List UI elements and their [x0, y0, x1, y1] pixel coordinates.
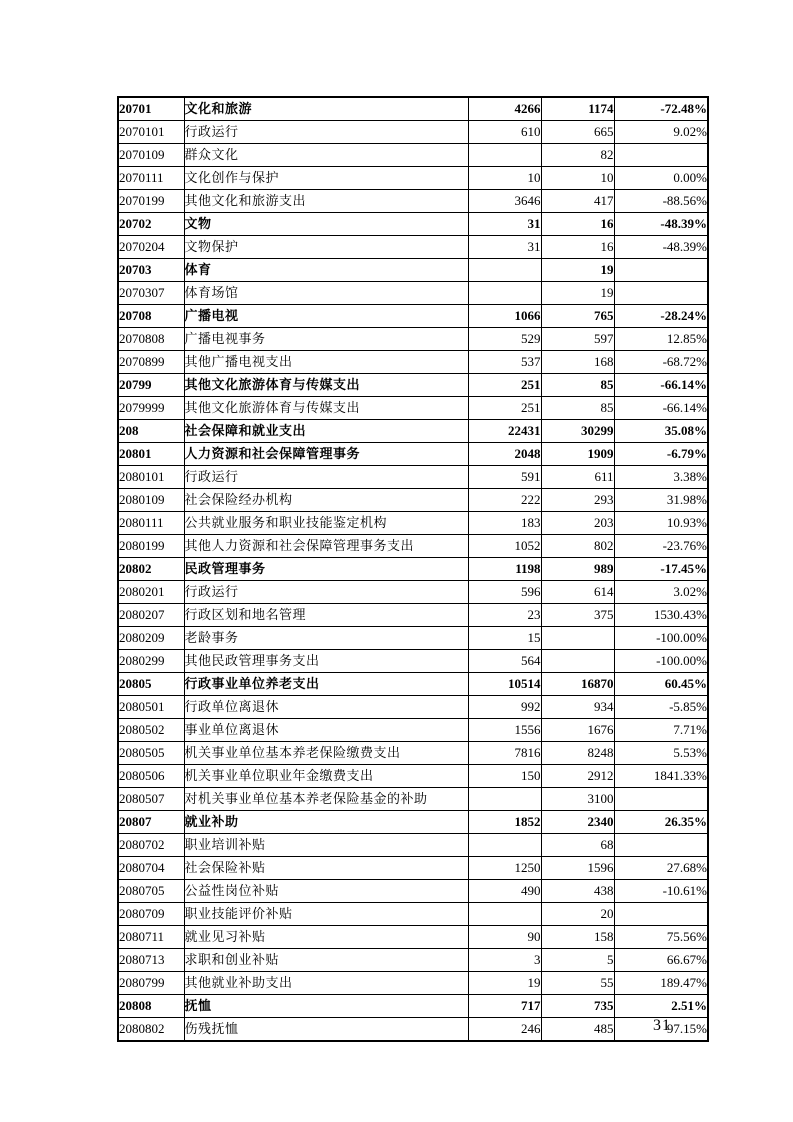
- percent-cell: -88.56%: [614, 190, 708, 213]
- value2-cell: 82: [541, 144, 614, 167]
- percent-cell: 1841.33%: [614, 765, 708, 788]
- code-cell: 2080702: [118, 834, 184, 857]
- value2-cell: 597: [541, 328, 614, 351]
- table-row: [118, 811, 708, 834]
- percent-cell: 3.38%: [614, 466, 708, 489]
- code-cell: 2070199: [118, 190, 184, 213]
- code-cell: 2070307: [118, 282, 184, 305]
- value2-cell: 5: [541, 949, 614, 972]
- code-cell: 2080101: [118, 466, 184, 489]
- value1-cell: 15: [468, 627, 541, 650]
- table-row: [118, 788, 708, 811]
- value1-cell: 490: [468, 880, 541, 903]
- name-cell: 其他就业补助支出: [184, 972, 468, 995]
- value1-cell: 19: [468, 972, 541, 995]
- table-row: [118, 558, 708, 581]
- code-cell: 20805: [118, 673, 184, 696]
- value2-cell: 485: [541, 1018, 614, 1042]
- value2-cell: 55: [541, 972, 614, 995]
- value1-cell: 251: [468, 397, 541, 420]
- code-cell: 20703: [118, 259, 184, 282]
- percent-cell: -10.61%: [614, 880, 708, 903]
- name-cell: 公共就业服务和职业技能鉴定机构: [184, 512, 468, 535]
- code-cell: 20808: [118, 995, 184, 1018]
- value2-cell: 3100: [541, 788, 614, 811]
- name-cell: 社会保障和就业支出: [184, 420, 468, 443]
- table-row: [118, 604, 708, 627]
- name-cell: 求职和创业补贴: [184, 949, 468, 972]
- value1-cell: 7816: [468, 742, 541, 765]
- value1-cell: 246: [468, 1018, 541, 1042]
- percent-cell: -28.24%: [614, 305, 708, 328]
- name-cell: 行政单位离退休: [184, 696, 468, 719]
- name-cell: 行政运行: [184, 121, 468, 144]
- code-cell: 2080207: [118, 604, 184, 627]
- name-cell: 其他文化旅游体育与传媒支出: [184, 397, 468, 420]
- percent-cell: 2.51%: [614, 995, 708, 1018]
- code-cell: 2080713: [118, 949, 184, 972]
- percent-cell: [614, 282, 708, 305]
- percent-cell: 5.53%: [614, 742, 708, 765]
- name-cell: 行政运行: [184, 466, 468, 489]
- percent-cell: -48.39%: [614, 213, 708, 236]
- name-cell: 行政事业单位养老支出: [184, 673, 468, 696]
- code-cell: 2070204: [118, 236, 184, 259]
- value1-cell: [468, 144, 541, 167]
- table-row: [118, 857, 708, 880]
- percent-cell: 31.98%: [614, 489, 708, 512]
- code-cell: 2070111: [118, 167, 184, 190]
- value2-cell: 802: [541, 535, 614, 558]
- table-row: [118, 972, 708, 995]
- table-row: [118, 351, 708, 374]
- table-row: [118, 719, 708, 742]
- value2-cell: 293: [541, 489, 614, 512]
- value1-cell: 529: [468, 328, 541, 351]
- value1-cell: 610: [468, 121, 541, 144]
- table-row: [118, 167, 708, 190]
- value2-cell: [541, 650, 614, 673]
- value1-cell: 10514: [468, 673, 541, 696]
- value1-cell: [468, 282, 541, 305]
- code-cell: 2080705: [118, 880, 184, 903]
- code-cell: 20701: [118, 97, 184, 121]
- code-cell: 2080709: [118, 903, 184, 926]
- percent-cell: -100.00%: [614, 650, 708, 673]
- value1-cell: 1052: [468, 535, 541, 558]
- code-cell: 2080506: [118, 765, 184, 788]
- value1-cell: 1852: [468, 811, 541, 834]
- name-cell: 机关事业单位基本养老保险缴费支出: [184, 742, 468, 765]
- name-cell: 其他人力资源和社会保障管理事务支出: [184, 535, 468, 558]
- value2-cell: 68: [541, 834, 614, 857]
- value1-cell: 992: [468, 696, 541, 719]
- value1-cell: 183: [468, 512, 541, 535]
- value1-cell: 717: [468, 995, 541, 1018]
- table-row: [118, 949, 708, 972]
- value2-cell: 1676: [541, 719, 614, 742]
- percent-cell: 75.56%: [614, 926, 708, 949]
- value1-cell: [468, 903, 541, 926]
- table-row: [118, 535, 708, 558]
- value2-cell: 2912: [541, 765, 614, 788]
- name-cell: 职业技能评价补贴: [184, 903, 468, 926]
- name-cell: 社会保险补贴: [184, 857, 468, 880]
- name-cell: 其他文化和旅游支出: [184, 190, 468, 213]
- value1-cell: 1250: [468, 857, 541, 880]
- value2-cell: 20: [541, 903, 614, 926]
- code-cell: 20807: [118, 811, 184, 834]
- name-cell: 广播电视: [184, 305, 468, 328]
- value1-cell: 1066: [468, 305, 541, 328]
- code-cell: 2080802: [118, 1018, 184, 1042]
- table-row: [118, 420, 708, 443]
- name-cell: 机关事业单位职业年金缴费支出: [184, 765, 468, 788]
- percent-cell: 3.02%: [614, 581, 708, 604]
- name-cell: 其他广播电视支出: [184, 351, 468, 374]
- name-cell: 广播电视事务: [184, 328, 468, 351]
- value1-cell: 31: [468, 236, 541, 259]
- name-cell: 行政运行: [184, 581, 468, 604]
- table-row: [118, 282, 708, 305]
- name-cell: 就业见习补贴: [184, 926, 468, 949]
- table-row: [118, 880, 708, 903]
- percent-cell: 189.47%: [614, 972, 708, 995]
- value1-cell: [468, 259, 541, 282]
- percent-cell: 7.71%: [614, 719, 708, 742]
- percent-cell: -66.14%: [614, 397, 708, 420]
- budget-table-body: [118, 97, 708, 1041]
- name-cell: 对机关事业单位基本养老保险基金的补助: [184, 788, 468, 811]
- value2-cell: 10: [541, 167, 614, 190]
- percent-cell: 97.15%: [614, 1018, 708, 1042]
- code-cell: 2080209: [118, 627, 184, 650]
- percent-cell: -48.39%: [614, 236, 708, 259]
- value1-cell: 150: [468, 765, 541, 788]
- percent-cell: [614, 788, 708, 811]
- percent-cell: 27.68%: [614, 857, 708, 880]
- table-row: [118, 489, 708, 512]
- value2-cell: 85: [541, 374, 614, 397]
- name-cell: 其他民政管理事务支出: [184, 650, 468, 673]
- value2-cell: 934: [541, 696, 614, 719]
- value2-cell: 417: [541, 190, 614, 213]
- percent-cell: 60.45%: [614, 673, 708, 696]
- code-cell: 2080711: [118, 926, 184, 949]
- table-row: [118, 581, 708, 604]
- name-cell: 文化和旅游: [184, 97, 468, 121]
- value2-cell: 1174: [541, 97, 614, 121]
- value2-cell: 19: [541, 282, 614, 305]
- table-row: [118, 144, 708, 167]
- table-row: [118, 236, 708, 259]
- budget-table: [117, 96, 709, 1042]
- percent-cell: -72.48%: [614, 97, 708, 121]
- percent-cell: 0.00%: [614, 167, 708, 190]
- name-cell: 体育: [184, 259, 468, 282]
- code-cell: 20708: [118, 305, 184, 328]
- value1-cell: 4266: [468, 97, 541, 121]
- percent-cell: 26.35%: [614, 811, 708, 834]
- value2-cell: 989: [541, 558, 614, 581]
- name-cell: 文物保护: [184, 236, 468, 259]
- value2-cell: 665: [541, 121, 614, 144]
- percent-cell: -17.45%: [614, 558, 708, 581]
- value2-cell: 735: [541, 995, 614, 1018]
- name-cell: 老龄事务: [184, 627, 468, 650]
- code-cell: 208: [118, 420, 184, 443]
- table-row: [118, 374, 708, 397]
- value2-cell: 375: [541, 604, 614, 627]
- value2-cell: 85: [541, 397, 614, 420]
- code-cell: 2080799: [118, 972, 184, 995]
- name-cell: 文化创作与保护: [184, 167, 468, 190]
- code-cell: 2070101: [118, 121, 184, 144]
- value2-cell: 1596: [541, 857, 614, 880]
- value1-cell: 22431: [468, 420, 541, 443]
- percent-cell: 35.08%: [614, 420, 708, 443]
- value1-cell: 90: [468, 926, 541, 949]
- table-row: [118, 673, 708, 696]
- value1-cell: 3: [468, 949, 541, 972]
- percent-cell: [614, 834, 708, 857]
- percent-cell: [614, 259, 708, 282]
- code-cell: 2070109: [118, 144, 184, 167]
- value2-cell: 16: [541, 213, 614, 236]
- value1-cell: 537: [468, 351, 541, 374]
- name-cell: 事业单位离退休: [184, 719, 468, 742]
- percent-cell: -68.72%: [614, 351, 708, 374]
- table-row: [118, 765, 708, 788]
- code-cell: 2080501: [118, 696, 184, 719]
- page-number: 31: [653, 1017, 671, 1034]
- value2-cell: [541, 627, 614, 650]
- code-cell: 2080704: [118, 857, 184, 880]
- value1-cell: 3646: [468, 190, 541, 213]
- table-row: [118, 903, 708, 926]
- value1-cell: [468, 788, 541, 811]
- percent-cell: -5.85%: [614, 696, 708, 719]
- percent-cell: [614, 903, 708, 926]
- table-row: [118, 834, 708, 857]
- table-row: [118, 190, 708, 213]
- name-cell: 社会保险经办机构: [184, 489, 468, 512]
- table-row: [118, 213, 708, 236]
- table-row: [118, 926, 708, 949]
- table-row: [118, 627, 708, 650]
- code-cell: 2080201: [118, 581, 184, 604]
- table-row: [118, 1018, 708, 1042]
- value2-cell: 203: [541, 512, 614, 535]
- percent-cell: -23.76%: [614, 535, 708, 558]
- code-cell: 2070899: [118, 351, 184, 374]
- name-cell: 群众文化: [184, 144, 468, 167]
- table-row: [118, 742, 708, 765]
- name-cell: 人力资源和社会保障管理事务: [184, 443, 468, 466]
- value2-cell: 19: [541, 259, 614, 282]
- value2-cell: 611: [541, 466, 614, 489]
- value1-cell: 2048: [468, 443, 541, 466]
- percent-cell: -6.79%: [614, 443, 708, 466]
- value1-cell: 591: [468, 466, 541, 489]
- table-row: [118, 995, 708, 1018]
- percent-cell: 9.02%: [614, 121, 708, 144]
- table-row: [118, 397, 708, 420]
- percent-cell: 10.93%: [614, 512, 708, 535]
- value2-cell: 765: [541, 305, 614, 328]
- code-cell: 20799: [118, 374, 184, 397]
- percent-cell: -100.00%: [614, 627, 708, 650]
- value2-cell: 1909: [541, 443, 614, 466]
- table-row: [118, 512, 708, 535]
- value1-cell: 23: [468, 604, 541, 627]
- code-cell: 20802: [118, 558, 184, 581]
- value1-cell: 10: [468, 167, 541, 190]
- code-cell: 2080199: [118, 535, 184, 558]
- value2-cell: 614: [541, 581, 614, 604]
- value2-cell: 158: [541, 926, 614, 949]
- name-cell: 其他文化旅游体育与传媒支出: [184, 374, 468, 397]
- name-cell: 公益性岗位补贴: [184, 880, 468, 903]
- value2-cell: 8248: [541, 742, 614, 765]
- value1-cell: 251: [468, 374, 541, 397]
- value2-cell: 438: [541, 880, 614, 903]
- name-cell: 抚恤: [184, 995, 468, 1018]
- name-cell: 体育场馆: [184, 282, 468, 305]
- table-row: [118, 443, 708, 466]
- code-cell: 20702: [118, 213, 184, 236]
- percent-cell: -66.14%: [614, 374, 708, 397]
- value2-cell: 168: [541, 351, 614, 374]
- value1-cell: 1556: [468, 719, 541, 742]
- percent-cell: 1530.43%: [614, 604, 708, 627]
- code-cell: 2070808: [118, 328, 184, 351]
- code-cell: 2080505: [118, 742, 184, 765]
- value1-cell: [468, 834, 541, 857]
- name-cell: 文物: [184, 213, 468, 236]
- percent-cell: 66.67%: [614, 949, 708, 972]
- value1-cell: 31: [468, 213, 541, 236]
- table-row: [118, 259, 708, 282]
- name-cell: 职业培训补贴: [184, 834, 468, 857]
- name-cell: 伤残抚恤: [184, 1018, 468, 1042]
- name-cell: 民政管理事务: [184, 558, 468, 581]
- code-cell: 2080299: [118, 650, 184, 673]
- code-cell: 2080111: [118, 512, 184, 535]
- table-row: [118, 466, 708, 489]
- table-row: [118, 650, 708, 673]
- name-cell: 行政区划和地名管理: [184, 604, 468, 627]
- table-row: [118, 328, 708, 351]
- percent-cell: 12.85%: [614, 328, 708, 351]
- code-cell: 20801: [118, 443, 184, 466]
- name-cell: 就业补助: [184, 811, 468, 834]
- percent-cell: [614, 144, 708, 167]
- value2-cell: 30299: [541, 420, 614, 443]
- value1-cell: 564: [468, 650, 541, 673]
- code-cell: 2079999: [118, 397, 184, 420]
- code-cell: 2080109: [118, 489, 184, 512]
- value2-cell: 2340: [541, 811, 614, 834]
- value1-cell: 222: [468, 489, 541, 512]
- value1-cell: 1198: [468, 558, 541, 581]
- value2-cell: 16870: [541, 673, 614, 696]
- code-cell: 2080502: [118, 719, 184, 742]
- table-row: [118, 305, 708, 328]
- value2-cell: 16: [541, 236, 614, 259]
- table-row: [118, 121, 708, 144]
- value1-cell: 596: [468, 581, 541, 604]
- table-row: [118, 696, 708, 719]
- code-cell: 2080507: [118, 788, 184, 811]
- table-row: [118, 97, 708, 121]
